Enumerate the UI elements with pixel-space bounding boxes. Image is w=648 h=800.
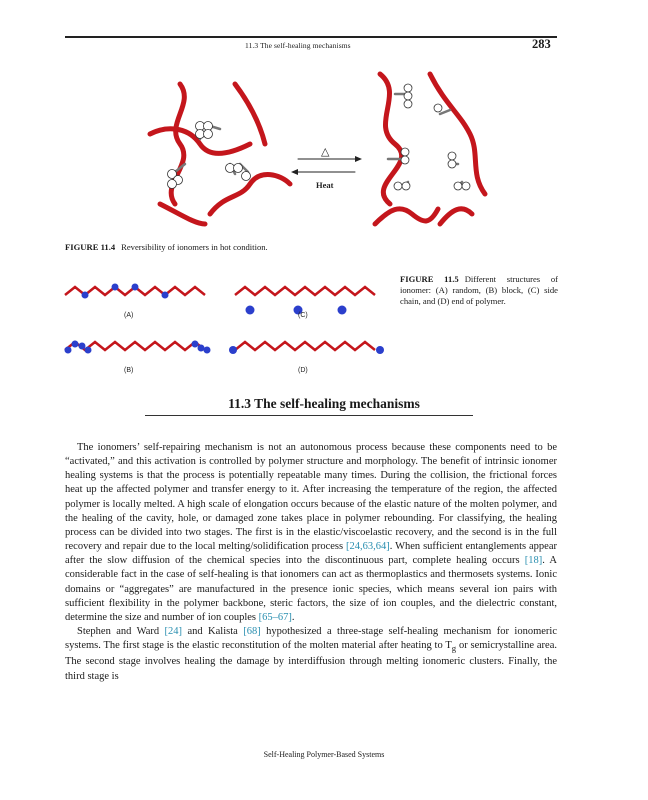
text-run: and Kalista <box>182 626 244 638</box>
body-text <box>65 441 557 684</box>
text-run: . <box>291 611 295 623</box>
figure-11-4-illustration <box>140 64 500 234</box>
panel-label-b: (B) <box>124 367 134 374</box>
heat-triangle: △ <box>321 145 330 158</box>
figure-11-4-caption-text: Reversibility of ionomers in hot condition. <box>121 242 268 252</box>
running-head: 11.3 The self-healing mechanisms <box>245 41 351 50</box>
section-title: 11.3 The self-healing mechanisms <box>228 396 420 411</box>
paragraph-2 <box>65 625 557 684</box>
figure-11-5-illustration <box>60 270 390 380</box>
section-title-rule <box>145 415 473 416</box>
figure-11-4-label: FIGURE 11.4 <box>65 242 116 252</box>
text-run: The ionomers’ self-repairing mechanism is not an autonomous process because these components need to be “activated,” and this activation is controlled by polymer structure and morphology. The benefit of intrinsic ionomer healing systems is that the process is potentially repeatable many times. During the collision, the frictional forces heat up the affected polymer and transfer energy to it. After increasing the temperature of the region, the affected polymer is locally melted. A high scale of elongation occurs because of the elastic nature of the molten polymer, and the healing of the cavity, hole, or damaged zone takes place in polymer rebounding. For classifying, the healing process can be divided into two stages. The first is in the elastic/viscoelastic recovery, and the second is in the full recovery and repair due to the local melting/solidification process <box>65 442 557 553</box>
chain-d <box>235 342 375 350</box>
citation-link[interactable]: [24,63,64] <box>346 541 390 553</box>
chain-right-4 <box>440 209 472 224</box>
page-number: 283 <box>532 37 551 51</box>
figure-11-5-caption-text: Different structures of ionomer: (A) random, (B) block, (C) side chain, and (D) end of polymer. <box>400 274 559 306</box>
panel-label-d: (D) <box>298 367 308 374</box>
text-run: or semicrystalline area. The second stage involves healing the damage by interdiffusion through melting ionomeric clusters. Finally, the third stage is <box>65 640 557 682</box>
figure-11-4-caption <box>65 242 268 253</box>
panel-label-c: (C) <box>298 312 308 319</box>
citation-link[interactable]: [68] <box>243 626 261 638</box>
chain-left-4 <box>235 84 265 144</box>
figure-11-5-caption <box>400 274 558 307</box>
paragraph-1 <box>65 441 557 625</box>
figure-11-5-label: FIGURE 11.5 <box>400 274 459 284</box>
chain-c <box>235 287 375 295</box>
chain-right-3 <box>375 209 438 224</box>
chain-left-5 <box>160 204 205 224</box>
text-run: . A considerable fact in the case of self-healing is that ionomers can act as thermoplastics and thermosets systems. Ionic domains or “aggregates” are manufactured in the presence ionic species, which means several ion pairs with sufficient flexibility in the polymer backbone, steric factors, the size of ion couples, and the dielectric constant, determine the size and number of ion couples <box>65 555 557 623</box>
heat-label: Heat <box>316 180 334 190</box>
citation-link[interactable]: [24] <box>164 626 183 638</box>
subscript: g <box>451 643 457 654</box>
arrow-forward-head <box>355 156 362 162</box>
chain-right-2 <box>430 74 485 194</box>
text-run: Stephen and Ward <box>77 626 165 638</box>
text-run: . When sufficient entanglements appear after the slow diffusion of the chemical species into the discontinuous part, complete healing occurs <box>65 541 557 567</box>
citation-link[interactable]: [18] <box>524 555 543 567</box>
footer: Self-Healing Polymer-Based Systems <box>263 750 385 759</box>
header-rule <box>65 36 557 38</box>
chain-left-3 <box>210 175 290 214</box>
arrow-back-head <box>291 169 298 175</box>
text-run: hypothesized a three-stage self-healing mechanism for ionomeric systems. The first stage is the elastic reconstitution of the molten material after heating to T <box>65 626 557 652</box>
panel-label-a: (A) <box>124 312 134 319</box>
citation-link[interactable]: [65–67] <box>258 611 292 623</box>
